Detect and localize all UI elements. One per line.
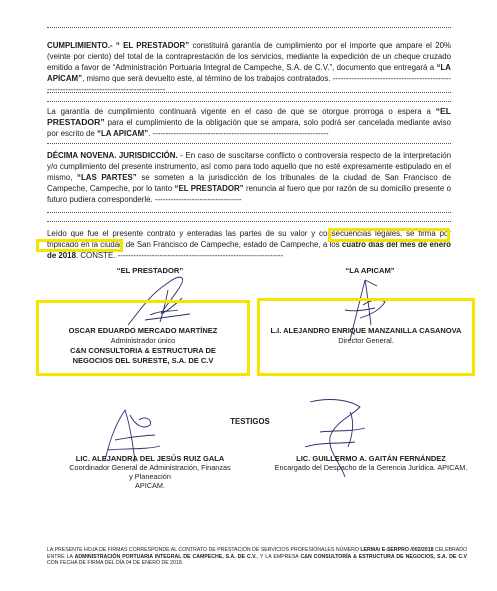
witness-right-title-line1: Encargado del Despacho de la Gerencia Jurídica. APICAM. (274, 463, 468, 472)
clause-garantia (47, 106, 451, 139)
footer-party: ADMINISTRACIÓN PORTUARIA INTEGRAL DE CAMPECHE, S.A. DE C.V. (74, 553, 257, 560)
separator-line (47, 92, 451, 93)
apicam-name: L.I. ALEJANDRO ENRIQUE MANZANILLA CASANOVA (270, 326, 462, 335)
footer-party: C&N CONSULTORÍA & ESTRUCTURA DE NEGOCIOS, S.A. DE C.V (300, 553, 467, 560)
signature-role-apicam: “LA APICAM” (345, 266, 395, 275)
footer-text: , Y LA EMPRESA (256, 553, 301, 560)
party-name: “LAS PARTES” (77, 173, 137, 182)
witness-right-name: LIC. GUILLERMO A. GAITÁN FERNÁNDEZ (296, 454, 446, 463)
footer-text: CON FECHA DE FIRMA DEL DÍA 04 DE ENERO DE 2018. (47, 560, 184, 567)
clause-text: . CONSTE. --------------------------------------------------------------- (75, 251, 284, 260)
witness-left-block (40, 454, 260, 490)
signing-date-part: cuatro días del mes (341, 240, 416, 249)
prestador-name: OSCAR EDUARDO MERCADO MARTÍNEZ (68, 326, 218, 335)
separator-line (47, 27, 451, 28)
clause-cumplimiento (47, 40, 451, 95)
separator-line (47, 212, 451, 213)
prestador-title: Administrador único (110, 336, 176, 345)
clause-text: . ------------------------------------------------------------------- (148, 129, 329, 138)
clause-text: renuncia al fuero que por razón de su domicilio presente o futuro pudiera corresponderle. --------------------------------- (47, 184, 451, 204)
footer-text: LA PRESENTE HOJA DE FIRMAS CORRESPONDE AL CONTRATO DE PRESTACIÓN DE SERVICIOS PROFESIONALES NÚMERO (47, 547, 361, 553)
prestador-company-line1: C&N CONSULTORIA & ESTRUCTURA DE (70, 346, 216, 355)
witness-left-title-line2: y Planeación (129, 472, 171, 481)
clause-text: La garantía de cumplimiento continuará vigente en el caso de que se otorgue prorroga o espera a (47, 107, 436, 116)
clause-text: para el cumplimiento de la obligación que se ampara, solo podrá ser cancelada mediante aviso por escrito de (47, 118, 451, 138)
separator-line (47, 221, 451, 222)
apicam-title: Director General. (338, 336, 394, 345)
date-highlight-box (36, 239, 123, 252)
footer-note (47, 547, 467, 567)
signing-date-part: de enero de 2018 (47, 240, 451, 260)
date-highlight-box (328, 228, 450, 242)
clause-heading: CUMPLIMIENTO.- “ EL PRESTADOR” (47, 41, 190, 50)
signature-role-prestador: “EL PRESTADOR” (116, 266, 184, 275)
separator-line (47, 101, 451, 102)
prestador-company-line2: NEGOCIOS DEL SURESTE, S.A. DE C.V (72, 356, 214, 365)
witness-left-title-line1: Coordinador General de Administración, Finanzas (69, 463, 231, 472)
clause-jurisdiccion (47, 150, 451, 205)
clause-text: se someten a la jurisdicción de los tribunales de la ciudad de San Francisco de Campeche, Campeche, por lo tanto (47, 173, 451, 193)
witness-right-block (258, 454, 484, 472)
separator-line (47, 143, 451, 144)
party-name: “EL PRESTADOR” (174, 184, 244, 193)
clause-text: constituirá garantía de cumplimiento por el importe que ampare el 20% (veinte por ciento) del total de la contraprestación de los servicios, mediante la expedición de un cheque cruzado emitido a favor de “Administración Portuaria Integral de Campeche, S.A. de C.V.”, documento que entregará a (47, 41, 451, 72)
party-name: “LA APICAM” (47, 63, 451, 83)
clause-text: - En caso de suscitarse conflicto o controversia respecto de la interpretación y/o cumplimiento del presente instrumento, así como para todo aquello que no esté expresamente estipulado en el mismo, (47, 151, 452, 182)
clause-heading: DÉCIMA NOVENA. JURISDICCIÓN. (47, 151, 178, 160)
witness-left-name: LIC. ALEJANDRA DEL JESÚS RUIZ GALA (75, 454, 225, 463)
party-name: “LA APICAM” (97, 129, 149, 138)
footer-text: CELEBRADO ENTRE LA (47, 547, 467, 560)
contract-number: LERMA/ E-SERPRO /002/2018 (360, 547, 434, 553)
clause-text: Leído que fue el presente contrato y enteradas las partes de su valor y consecuencias legales, se firma por triplicado en la ciudad de San Francisco de Campeche, estado de Campeche, a los (47, 229, 451, 249)
witnesses-heading: TESTIGOS (230, 417, 270, 426)
party-name: “EL PRESTADOR” (47, 106, 451, 127)
clause-text: , mismo que será devuelto este, al término de los trabajos contratados. ------------------------------------------------------------------------------------------ (47, 74, 451, 94)
witness-left-title-line3: APICAM. (134, 481, 165, 490)
signature-block-prestador (40, 326, 246, 365)
signature-block-apicam (261, 326, 471, 345)
